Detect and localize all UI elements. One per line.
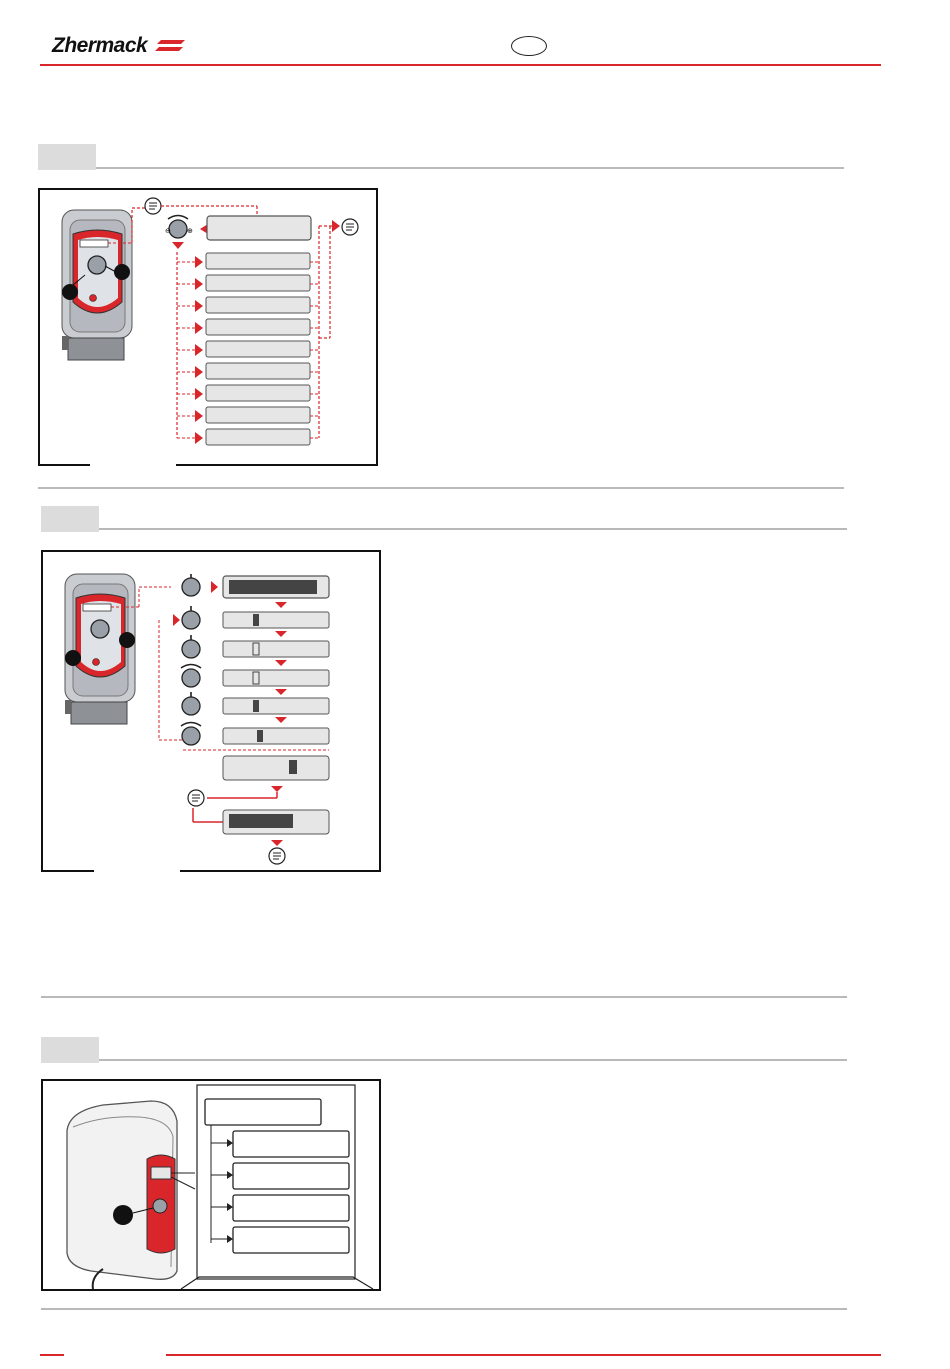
section-1-tab xyxy=(38,144,96,170)
section-3-bottom-rule xyxy=(41,1308,847,1310)
language-badge xyxy=(511,36,547,56)
figure-device-connection xyxy=(41,1079,381,1291)
step-1 xyxy=(182,574,329,608)
section-2-bottom-rule xyxy=(41,996,847,998)
menu-row-7 xyxy=(177,385,319,401)
menu-row-3 xyxy=(177,297,319,313)
device-illustration xyxy=(62,210,132,360)
svg-text:⊖: ⊖ xyxy=(165,228,171,235)
brand-mark-icon xyxy=(155,38,185,54)
menu-exit xyxy=(332,219,358,235)
section-1-bottom-rule xyxy=(38,487,844,489)
footer-rule-right xyxy=(166,1354,881,1356)
figure-1-caption-gap xyxy=(90,463,176,467)
parameter-setting-diagram xyxy=(43,552,379,870)
section-2-tab xyxy=(41,506,99,532)
figure-parameter-setting xyxy=(41,550,381,872)
figure-2-caption-gap xyxy=(94,869,180,873)
menu-row-4 xyxy=(177,319,319,335)
section-3-rule xyxy=(99,1059,847,1061)
menu-row-1 xyxy=(177,253,319,269)
svg-text:⊕: ⊕ xyxy=(187,228,193,235)
menu-row-5 xyxy=(177,341,319,357)
menu-navigation-diagram xyxy=(40,190,376,464)
section-3-tab xyxy=(41,1037,99,1063)
device-illustration-2 xyxy=(65,574,171,724)
brand-name: Zhermack xyxy=(52,34,148,57)
device-connection-diagram xyxy=(43,1081,379,1289)
menu-row-6 xyxy=(177,363,319,379)
section-1-rule xyxy=(96,167,844,169)
step-4 xyxy=(181,665,329,696)
brand-logo xyxy=(52,34,185,58)
menu-row-2 xyxy=(177,275,319,291)
step-5 xyxy=(182,692,329,723)
selector-knob xyxy=(165,216,208,250)
step-7 xyxy=(188,756,329,864)
step-3 xyxy=(182,635,329,666)
figure-menu-navigation xyxy=(38,188,378,466)
section-2-rule xyxy=(99,528,847,530)
step-6 xyxy=(159,723,329,751)
menu-row-9 xyxy=(177,429,319,445)
menu-row-8 xyxy=(177,407,319,423)
connection-options xyxy=(181,1085,373,1289)
header-rule xyxy=(40,64,881,66)
footer-rule-left xyxy=(40,1354,64,1356)
mixer-unit-illustration xyxy=(67,1101,195,1289)
